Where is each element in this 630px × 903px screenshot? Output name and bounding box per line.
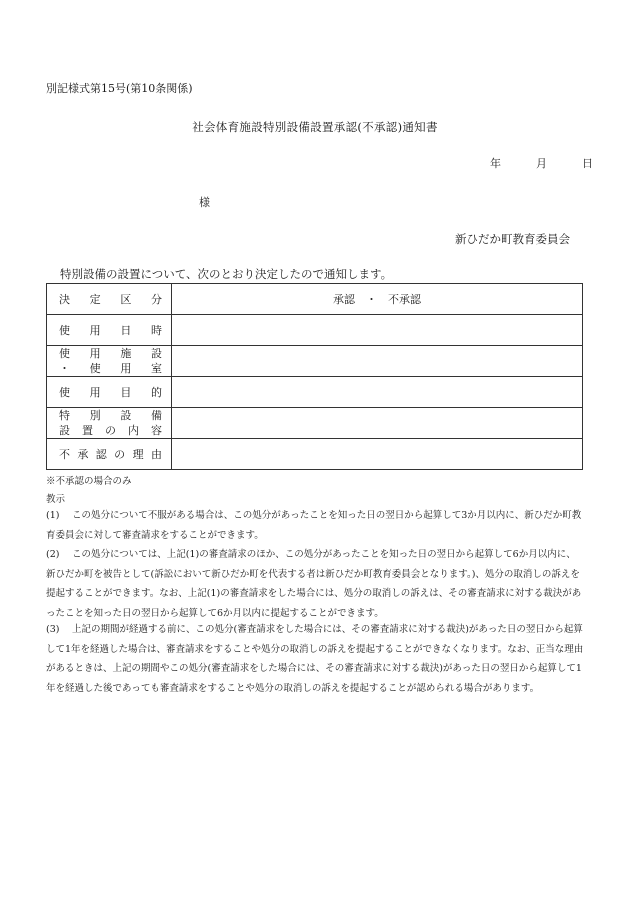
row-value-cell[interactable]: 承認 ・ 不承認 — [172, 284, 583, 315]
row-label-char: 日 — [120, 323, 132, 337]
row-label-char: 容 — [151, 424, 162, 437]
row-label-line — [59, 292, 162, 307]
row-label-char: 設 — [59, 424, 70, 437]
row-label-char: の — [114, 447, 126, 461]
instruction-item — [46, 506, 584, 545]
row-label-char: 用 — [89, 385, 101, 399]
row-label-cell — [47, 439, 172, 470]
row-label-char: 別 — [89, 409, 101, 422]
row-label-char: 的 — [150, 385, 162, 399]
decision-table — [46, 283, 583, 470]
row-label-char: 理 — [132, 447, 144, 461]
row-label-char: 区 — [120, 292, 132, 306]
row-label-cell — [47, 346, 172, 377]
row-label-char: 使 — [59, 347, 70, 360]
row-label-char: 内 — [128, 424, 139, 437]
date-year-label: 年 — [490, 157, 501, 170]
row-label-char: 室 — [150, 362, 162, 375]
instruction-item-number: (3) — [46, 624, 60, 635]
row-label-cell — [47, 315, 172, 346]
instruction-heading: 教示 — [46, 494, 66, 505]
date-line — [490, 155, 593, 171]
table-row-usage-datetime — [47, 315, 583, 346]
row-label-line — [59, 346, 162, 361]
row-value-cell[interactable] — [172, 439, 583, 470]
row-label-char: 使 — [59, 323, 70, 337]
row-label-char: 決 — [59, 292, 70, 306]
row-label-char: 承 — [77, 447, 89, 461]
row-value-cell[interactable] — [172, 315, 583, 346]
row-label-char: 用 — [89, 347, 101, 360]
row-label-char: 不 — [59, 447, 70, 461]
instruction-item-text: 上記の期間が経過する前に、この処分(審査請求をした場合には、その審査請求に対する裁決)があった日の翌日から起算して1年を経過した場合は、審査請求をすることや処分の取消しの訴えを提起することができなくなります。なお、正当な理由があるときは、上記の期間やこの処分(審査請求をした場合には、その審査請求に対する裁決)があった日の翌日から起算して1年を経過した後であっても審査請求をすることや処分の取消しの訴えを提起することが認められる場合があります。 — [46, 624, 584, 694]
row-label-char: 使 — [89, 362, 101, 375]
document-title: 社会体育施設特別設備設置承認(不承認)通知書 — [192, 120, 438, 134]
instruction-item — [46, 620, 584, 698]
disapproval-only-note: ※不承認の場合のみ — [46, 476, 132, 487]
row-label-char: 設 — [150, 347, 162, 360]
intro-text: 特別設備の設置について、次のとおり決定したので通知します。 — [60, 267, 393, 281]
row-label-char: 用 — [89, 323, 101, 337]
row-label-char: ・ — [59, 362, 70, 375]
row-label-char: 使 — [59, 385, 70, 399]
row-label-char: 認 — [95, 447, 107, 461]
row-label-char: 用 — [120, 362, 132, 375]
row-value-cell[interactable] — [172, 377, 583, 408]
row-label-char: 設 — [120, 409, 132, 422]
date-month-label: 月 — [536, 157, 547, 170]
row-value-cell[interactable] — [172, 408, 583, 439]
row-label-char: 置 — [82, 424, 93, 437]
form-number: 別記様式第15号(第10条関係) — [46, 82, 193, 95]
instruction-item-text: この処分については、上記(1)の審査請求のほか、この処分があったことを知った日の翌日から起算して6か月以内に、新ひだか町を被告として(訴訟において新ひだか町を代表する者は新ひだか町教育委員会となります。)、処分の取消しの訴えを提起することができます。なお、上記(1)の審査請求をした場合には、処分の取消しの訴えは、その審査請求に対する裁決があったことを知った日の翌日から起算して6か月以内に提起することができます。 — [46, 549, 582, 619]
row-label-cell — [47, 377, 172, 408]
row-label-cell — [47, 408, 172, 439]
row-label-line — [59, 385, 162, 400]
addressee-suffix: 様 — [199, 196, 210, 209]
instruction-item-number: (1) — [46, 510, 60, 521]
table-row-usage-purpose — [47, 377, 583, 408]
issuer-name: 新ひだか町教育委員会 — [455, 232, 570, 246]
instruction-item-number: (2) — [46, 549, 60, 560]
instruction-item — [46, 545, 584, 623]
row-label-line — [59, 408, 162, 423]
row-label-char: 目 — [120, 385, 132, 399]
row-label-char: 備 — [150, 409, 162, 422]
row-label-line — [59, 323, 162, 338]
row-value-cell[interactable] — [172, 346, 583, 377]
table-row-decision-type — [47, 284, 583, 315]
row-label-char: 時 — [150, 323, 162, 337]
date-day-label: 日 — [582, 157, 593, 170]
table-row-disapproval-reason — [47, 439, 583, 470]
row-label-char: 由 — [150, 447, 162, 461]
row-label-char: 定 — [89, 292, 101, 306]
row-label-char: 施 — [120, 347, 132, 360]
row-label-line — [59, 361, 162, 376]
row-label-line — [59, 447, 162, 462]
row-label-char: の — [105, 424, 116, 437]
row-label-line — [59, 423, 162, 438]
table-row-usage-facility-room — [47, 346, 583, 377]
row-label-char: 分 — [150, 292, 162, 306]
table-row-special-equipment-details — [47, 408, 583, 439]
row-label-char: 特 — [59, 409, 70, 422]
row-label-cell — [47, 284, 172, 315]
instruction-item-text: この処分について不服がある場合は、この処分があったことを知った日の翌日から起算して3か月以内に、新ひだか町教育委員会に対して審査請求をすることができます。 — [46, 510, 582, 541]
